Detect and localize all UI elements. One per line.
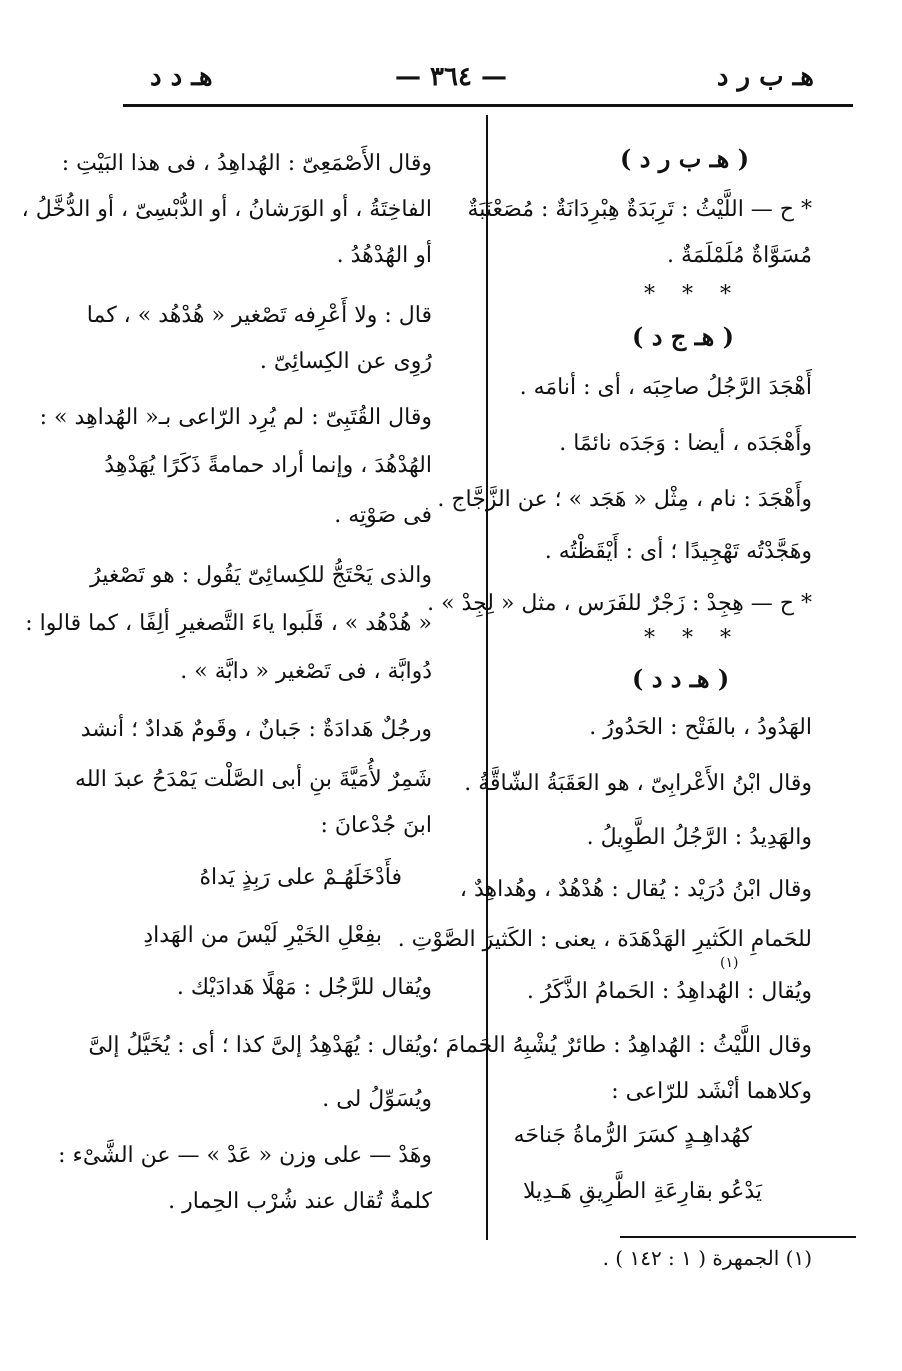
text-line: وأَهْجَدَه ، أيضا : وَجَدَه نائمًا . [559, 431, 812, 456]
text-line: وأَهْجَدَ : نام ، مِثْل « هَجَد » ؛ عن الزَّجَّاج . [437, 487, 812, 512]
text-line: فى صَوْتِه . [334, 503, 432, 528]
text-line: والهَدِيدُ : الرَّجُلُ الطَّوِيلُ . [586, 825, 812, 850]
text-line: قال : ولا أَعْرِفه تَصْغير « هُدْهُد » ، كما [86, 303, 432, 328]
text-line: رُوِى عن الكِسائِىّ . [259, 349, 432, 374]
text-line: شَمِرٌ لأُمَيَّةَ بنِ أبى الصَّلْت يَمْدَحُ عبدَ الله [74, 767, 432, 792]
section-heading-hjd: ( هـ ج د ) [632, 322, 734, 351]
text-line: الهَدُودُ ، بالفَتْح : الحَدُورُ . [589, 715, 812, 740]
text-line: * ح — اللَّيْثُ : تَرِبَدَةٌ هِبْرِدَانَةٌ : مُصَعْنَبَةٌ [467, 197, 812, 222]
text-line: وقال القُتَبِىّ : لم يُرِد الرّاعى بـ« الهُداهِد » : [39, 405, 432, 430]
text-line: ويُقال للرَّجُل : مَهْلًا هَدادَيْك . [176, 975, 432, 1000]
text-line: وقال اللَّيْثُ : الهُداهِدُ : طائرٌ يُشْبِهُ الحَمامَ ؛ [431, 1033, 812, 1058]
text-line: ويُقال : يُهَدْهِدُ إلىَّ كذا ؛ أى : يُخَيَّلُ إلىَّ [88, 1033, 432, 1058]
text-line: وقال الأَصْمَعِىّ : الهُداهِدُ ، فى هذا البَيْتِ : [61, 151, 432, 176]
text-line: دُوابَّة ، فى تَصْغير « دابَّة » . [180, 659, 432, 684]
text-line: « هُدْهُد » ، قَلَبوا ياءَ التَّصغيرِ ألِفًا ، كما قالوا : [25, 611, 432, 636]
text-line: للحَمامِ الكَثيرِ الهَدْهَدَة ، يعنى : الكَثيرَ الصَّوْتِ . [397, 927, 812, 952]
verse-line: فأَدْخَلَهُـمْ على رَبِذٍ يَداهُ [199, 865, 402, 890]
text-line: أَهْجَدَ الرَّجُلُ صاحِبَه ، أى : أنامَه . [519, 375, 812, 400]
text-line: وهَدْ — على وزن « عَدْ » — عن الشَّىْء : [58, 1143, 432, 1168]
text-line: وقال ابْنُ الأَعْرابِىّ ، هو العَقَبَةُ الشّاقَّةُ . [464, 771, 812, 796]
section-heading-hdd: ( هـ د د ) [632, 664, 730, 693]
text-line: ورجُلٌ هَدادَةٌ : جَبانٌ ، وقَومٌ هَدادٌ ؛ أنشد [80, 717, 432, 742]
column-divider [486, 115, 488, 1240]
page-number: — ٣٦٤ — [394, 62, 508, 92]
section-separator: * * * [644, 282, 741, 307]
text-line: ويُسَوِّلُ لى . [322, 1087, 432, 1112]
text-line: وهَجَّدْتُه تَهْجِيدًا ؛ أى : أَيْقَظْتُه . [544, 539, 812, 564]
footnote-marker: (١) [720, 955, 739, 971]
header-rule [123, 104, 853, 107]
footnote: (١) الجمهرة ( ١ : ١٤٢ ) . [602, 1246, 812, 1270]
running-head-left: هـ د د [150, 62, 213, 92]
section-separator: * * * [644, 626, 741, 651]
text-line: وكلاهما أنْشَد للرّاعى : [611, 1079, 812, 1104]
text-line: الفاخِتَةُ ، أو الوَرَشانُ ، أو الدُّبْسِىّ ، أو الدُّخَّلُ ، [21, 197, 432, 222]
section-heading-hbrd: ( هـ ب ر د ) [620, 144, 750, 173]
running-head-right: هـ ب ر د [716, 62, 814, 92]
text-line: مُسَوَّاةٌ مُلَمْلَمَةٌ . [667, 243, 812, 268]
verse-line: يَدْعُو بقارِعَةِ الطَّرِيقِ هَـدِيلا [523, 1179, 762, 1204]
text-line: ويُقال : الهُداهِدُ : الحَمامُ الذَّكَرُ . [526, 979, 812, 1004]
verse-line: كهُداهِـدٍ كسَرَ الرُّماةُ جَناحَه [513, 1123, 752, 1148]
footnote-rule [620, 1236, 856, 1238]
text-line: * ح — هِجِدْ : زَجْرٌ للفَرَس ، مثل « لِجِدْ » . [427, 591, 812, 616]
text-line: كلمةٌ تُقال عند شُرْب الحِمار . [168, 1189, 432, 1214]
text-line: أو الهُدْهُدُ . [336, 243, 432, 268]
verse-line: بفِعْلِ الخَيْرِ لَيْسَ من الهَدادِ [143, 923, 382, 948]
text-line: الهُدْهُدَ ، وإنما أراد حمامةً ذَكَرًا يُهَدْهِدُ [104, 453, 432, 478]
text-line: وقال ابْنُ دُرَيْد : يُقال : هُدْهُدٌ ، وهُداهِدٌ ، [459, 877, 812, 902]
text-line: ابنَ جُدْعانَ : [320, 813, 432, 838]
text-line: والذى يَحْتَجُّ للكِسائِىّ يَقُول : هو تَصْغيرُ [90, 563, 432, 588]
